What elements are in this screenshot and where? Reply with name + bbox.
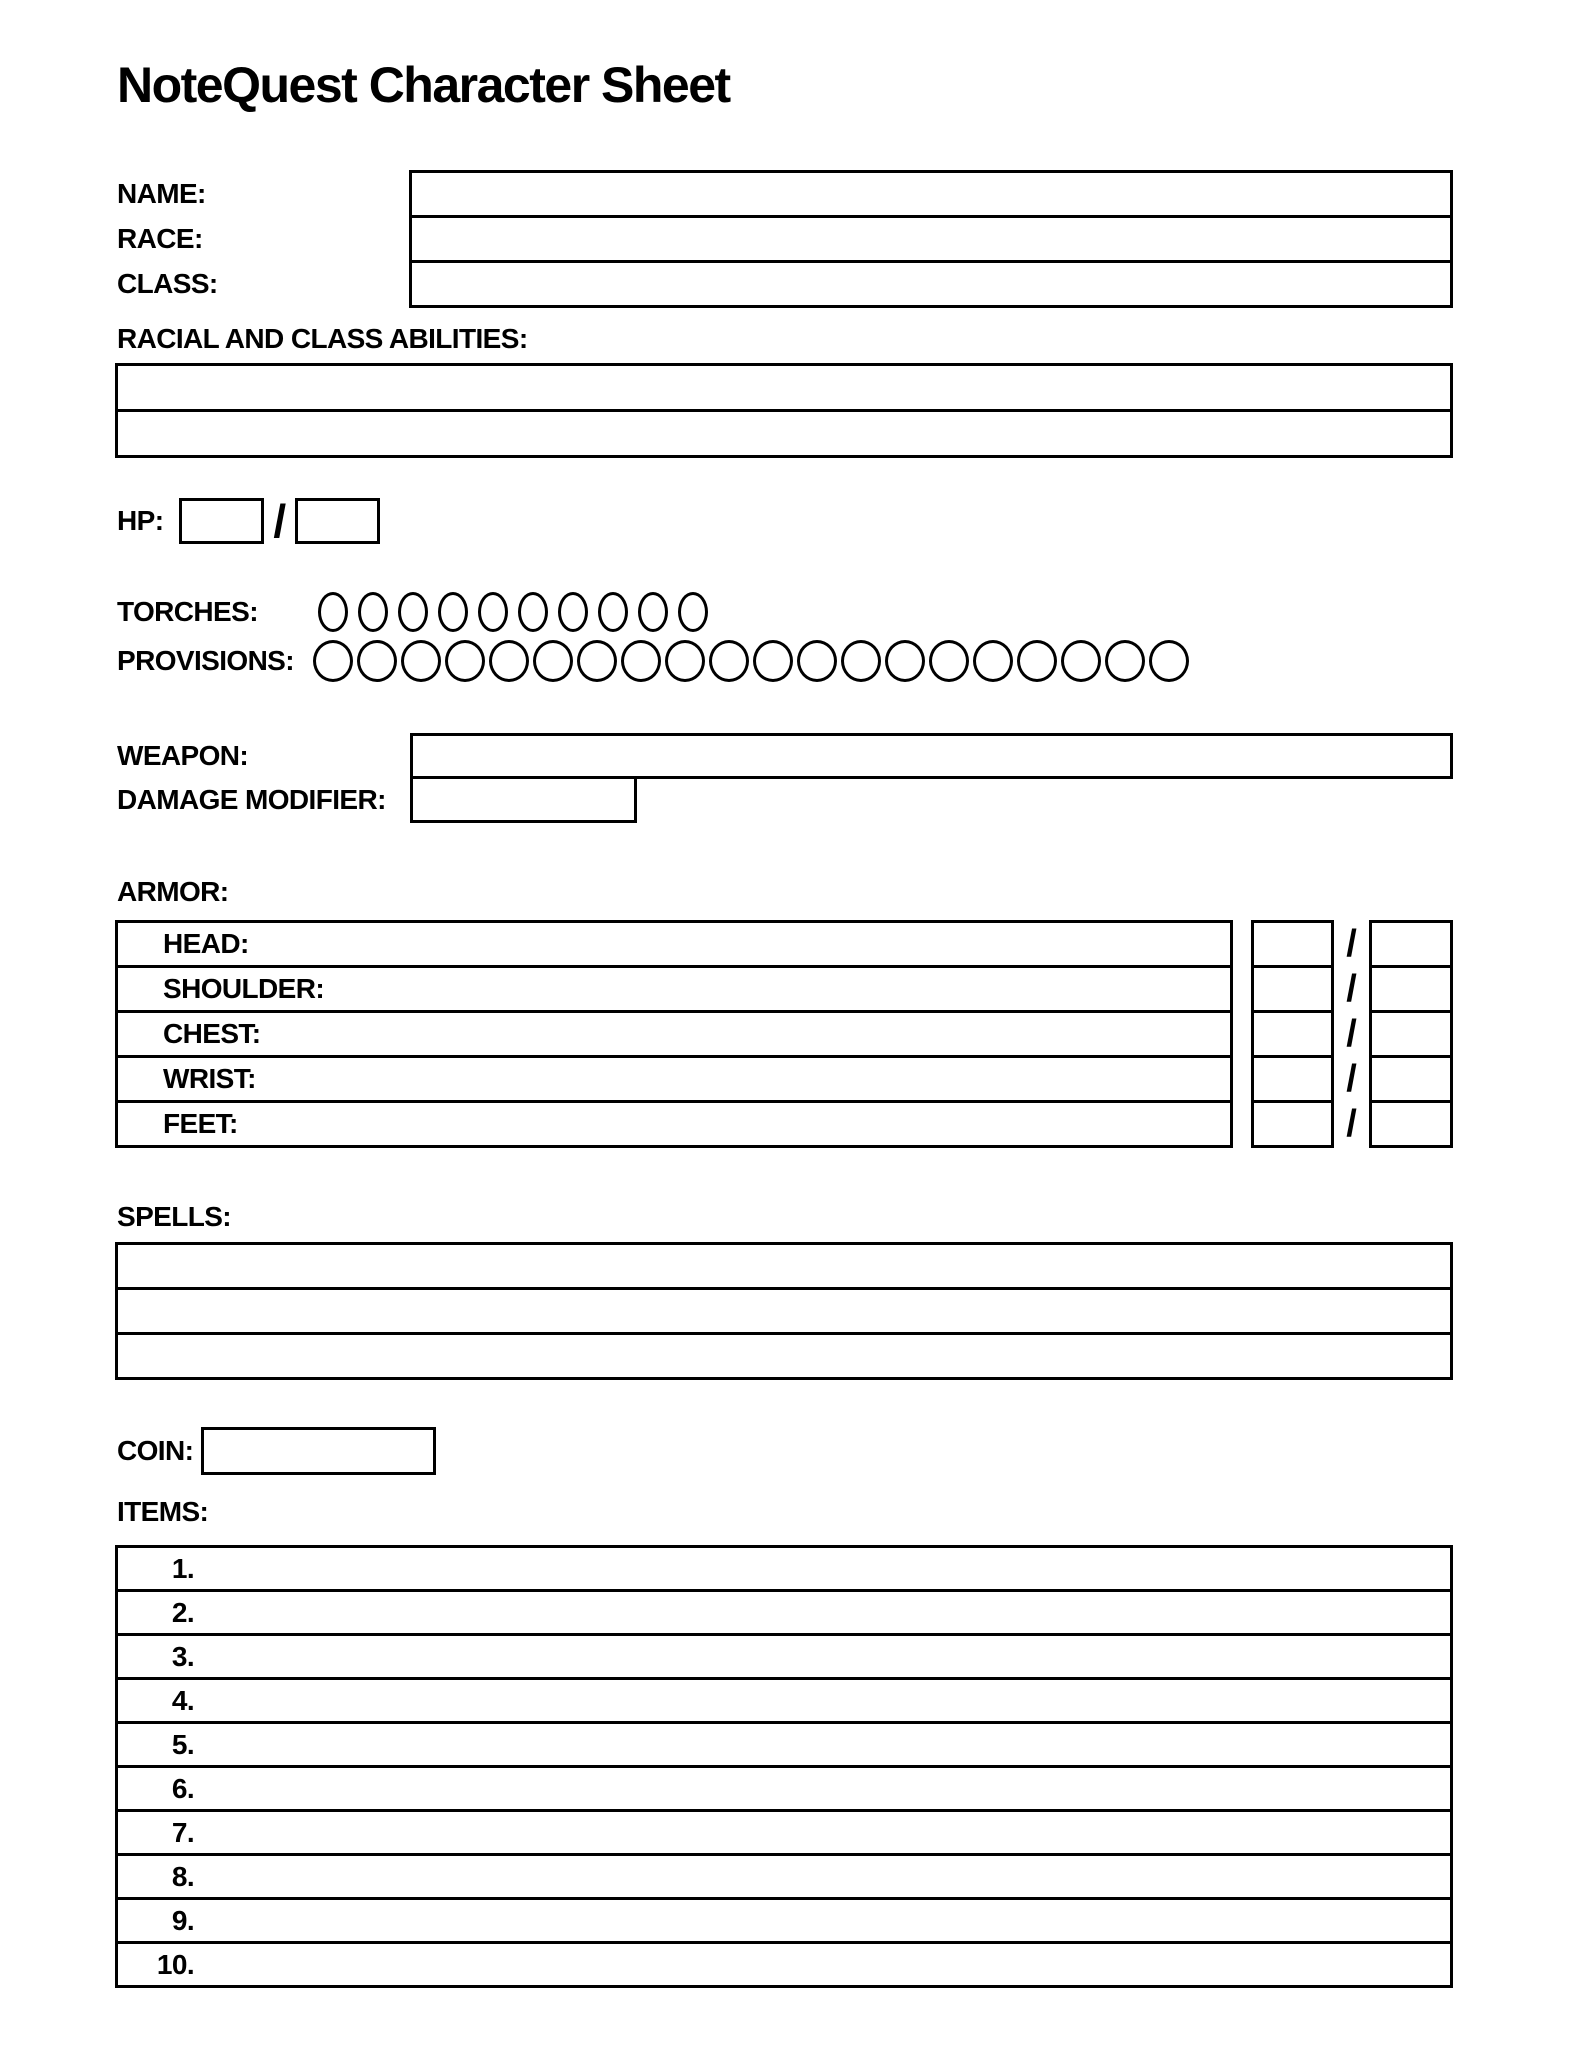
abilities-label: RACIAL AND CLASS ABILITIES: xyxy=(117,323,528,354)
armor-row-shoulder xyxy=(115,965,1453,1013)
item-input-area[interactable] xyxy=(194,1680,1450,1721)
coin-input-box[interactable] xyxy=(201,1427,436,1475)
item-input-area[interactable] xyxy=(194,1592,1450,1633)
armor-shoulder-max-box[interactable] xyxy=(1369,965,1453,1013)
class-input-box[interactable] xyxy=(409,260,1453,308)
torch-circle[interactable] xyxy=(518,592,548,632)
item-row-4[interactable] xyxy=(115,1677,1453,1724)
torch-circle[interactable] xyxy=(558,592,588,632)
damage-modifier-label: DAMAGE MODIFIER: xyxy=(117,783,386,815)
provision-circle[interactable] xyxy=(533,640,573,682)
item-number: 9. xyxy=(171,1904,194,1936)
item-number: 4. xyxy=(171,1684,194,1716)
spells-line-2[interactable] xyxy=(115,1287,1453,1335)
armor-chest-current-box[interactable] xyxy=(1251,1010,1334,1058)
provision-circle[interactable] xyxy=(489,640,529,682)
page-title: NoteQuest Character Sheet xyxy=(117,57,730,113)
item-row-8[interactable] xyxy=(115,1853,1453,1900)
hp-section xyxy=(117,495,380,547)
armor-row-wrist xyxy=(115,1055,1453,1103)
item-row-6[interactable] xyxy=(115,1765,1453,1812)
item-row-3[interactable] xyxy=(115,1633,1453,1680)
damage-modifier-section xyxy=(117,776,637,823)
armor-head-input-box[interactable] xyxy=(115,920,1233,968)
item-input-area[interactable] xyxy=(194,1944,1450,1985)
armor-feet-label: FEET: xyxy=(163,1108,238,1139)
item-number: 1. xyxy=(171,1552,194,1584)
provision-circle[interactable] xyxy=(313,640,353,682)
armor-wrist-input-box[interactable] xyxy=(115,1055,1233,1103)
armor-label: ARMOR: xyxy=(117,876,229,907)
class-label: CLASS: xyxy=(117,268,218,299)
items-section xyxy=(115,1545,1453,1988)
provision-circle[interactable] xyxy=(401,640,441,682)
name-row xyxy=(117,170,1453,218)
armor-wrist-label: WRIST: xyxy=(163,1063,256,1094)
hp-separator: / xyxy=(273,495,287,547)
provision-circle[interactable] xyxy=(753,640,793,682)
item-number: 7. xyxy=(171,1816,194,1848)
item-input-area[interactable] xyxy=(194,1548,1450,1589)
torches-track xyxy=(318,592,708,632)
spells-line-3[interactable] xyxy=(115,1332,1453,1380)
torch-circle[interactable] xyxy=(638,592,668,632)
hp-max-box[interactable] xyxy=(295,498,380,544)
race-input-box[interactable] xyxy=(409,215,1453,263)
armor-head-label: HEAD: xyxy=(163,928,249,959)
item-row-10[interactable] xyxy=(115,1941,1453,1988)
armor-chest-separator: / xyxy=(1346,1013,1357,1055)
provision-circle[interactable] xyxy=(665,640,705,682)
armor-section xyxy=(115,920,1453,1148)
provision-circle[interactable] xyxy=(885,640,925,682)
armor-head-max-box[interactable] xyxy=(1369,920,1453,968)
spacer xyxy=(1233,1010,1251,1058)
torches-label: TORCHES: xyxy=(117,596,258,627)
item-number: 10. xyxy=(156,1948,194,1980)
armor-head-separator: / xyxy=(1346,923,1357,965)
spells-section xyxy=(115,1242,1453,1380)
items-label: ITEMS: xyxy=(117,1496,209,1527)
provision-circle[interactable] xyxy=(445,640,485,682)
item-row-7[interactable] xyxy=(115,1809,1453,1856)
provision-circle[interactable] xyxy=(357,640,397,682)
basic-info-section xyxy=(117,170,1453,308)
torch-circle[interactable] xyxy=(478,592,508,632)
provision-circle[interactable] xyxy=(621,640,661,682)
item-row-2[interactable] xyxy=(115,1589,1453,1636)
name-label: NAME: xyxy=(117,178,206,209)
armor-wrist-current-box[interactable] xyxy=(1251,1055,1334,1103)
torch-circle[interactable] xyxy=(678,592,708,632)
armor-wrist-separator: / xyxy=(1346,1058,1357,1100)
torch-circle[interactable] xyxy=(598,592,628,632)
hp-label: HP: xyxy=(117,505,164,536)
armor-chest-max-box[interactable] xyxy=(1369,1010,1453,1058)
armor-shoulder-input-box[interactable] xyxy=(115,965,1233,1013)
provision-circle[interactable] xyxy=(973,640,1013,682)
item-number: 3. xyxy=(171,1640,194,1672)
spacer xyxy=(1233,1055,1251,1103)
item-input-area[interactable] xyxy=(194,1856,1450,1897)
hp-current-box[interactable] xyxy=(179,498,264,544)
item-number: 2. xyxy=(171,1596,194,1628)
spells-label: SPELLS: xyxy=(117,1201,232,1232)
item-number: 8. xyxy=(171,1860,194,1892)
armor-row-feet xyxy=(115,1100,1453,1148)
spacer xyxy=(1233,965,1251,1013)
provision-circle[interactable] xyxy=(1105,640,1145,682)
torch-circle[interactable] xyxy=(318,592,348,632)
abilities-line-1[interactable] xyxy=(115,363,1453,412)
provision-circle[interactable] xyxy=(797,640,837,682)
armor-head-current-box[interactable] xyxy=(1251,920,1334,968)
item-input-area[interactable] xyxy=(194,1724,1450,1765)
item-input-area[interactable] xyxy=(194,1636,1450,1677)
item-input-area[interactable] xyxy=(194,1768,1450,1809)
race-label: RACE: xyxy=(117,223,203,254)
item-number: 5. xyxy=(171,1728,194,1760)
armor-chest-input-box[interactable] xyxy=(115,1010,1233,1058)
spacer xyxy=(1233,1100,1251,1148)
class-row xyxy=(117,260,1453,308)
torch-circle[interactable] xyxy=(358,592,388,632)
armor-wrist-max-box[interactable] xyxy=(1369,1055,1453,1103)
armor-feet-separator: / xyxy=(1346,1103,1357,1145)
item-input-area[interactable] xyxy=(194,1812,1450,1853)
armor-row-chest xyxy=(115,1010,1453,1058)
coin-label: COIN: xyxy=(117,1435,194,1466)
torch-circle[interactable] xyxy=(438,592,468,632)
armor-feet-input-box[interactable] xyxy=(115,1100,1233,1148)
armor-chest-label: CHEST: xyxy=(163,1018,261,1049)
armor-feet-current-box[interactable] xyxy=(1251,1100,1334,1148)
weapon-input-box[interactable] xyxy=(410,733,1453,779)
item-number: 6. xyxy=(171,1772,194,1804)
provision-circle[interactable] xyxy=(577,640,617,682)
item-row-9[interactable] xyxy=(115,1897,1453,1944)
provision-circle[interactable] xyxy=(1017,640,1057,682)
abilities-line-2[interactable] xyxy=(115,409,1453,458)
provision-circle[interactable] xyxy=(841,640,881,682)
torches-section xyxy=(117,592,708,632)
item-row-1[interactable] xyxy=(115,1545,1453,1592)
spacer xyxy=(1233,920,1251,968)
armor-row-head xyxy=(115,920,1453,968)
spells-line-1[interactable] xyxy=(115,1242,1453,1290)
item-input-area[interactable] xyxy=(194,1900,1450,1941)
provisions-label: PROVISIONS: xyxy=(117,645,294,676)
coin-section xyxy=(117,1427,436,1475)
provisions-track xyxy=(313,640,1189,682)
provision-circle[interactable] xyxy=(709,640,749,682)
torch-circle[interactable] xyxy=(398,592,428,632)
armor-shoulder-label: SHOULDER: xyxy=(163,973,325,1004)
armor-shoulder-separator: / xyxy=(1346,968,1357,1010)
name-input-box[interactable] xyxy=(409,170,1453,218)
provisions-section xyxy=(117,640,1189,682)
provision-circle[interactable] xyxy=(929,640,969,682)
weapon-section xyxy=(117,733,1453,779)
provision-circle[interactable] xyxy=(1061,640,1101,682)
item-row-5[interactable] xyxy=(115,1721,1453,1768)
armor-shoulder-current-box[interactable] xyxy=(1251,965,1334,1013)
abilities-section xyxy=(115,363,1453,458)
armor-feet-max-box[interactable] xyxy=(1369,1100,1453,1148)
weapon-label: WEAPON: xyxy=(117,740,249,771)
provision-circle[interactable] xyxy=(1149,640,1189,682)
damage-modifier-input-box[interactable] xyxy=(410,776,637,823)
race-row xyxy=(117,215,1453,263)
